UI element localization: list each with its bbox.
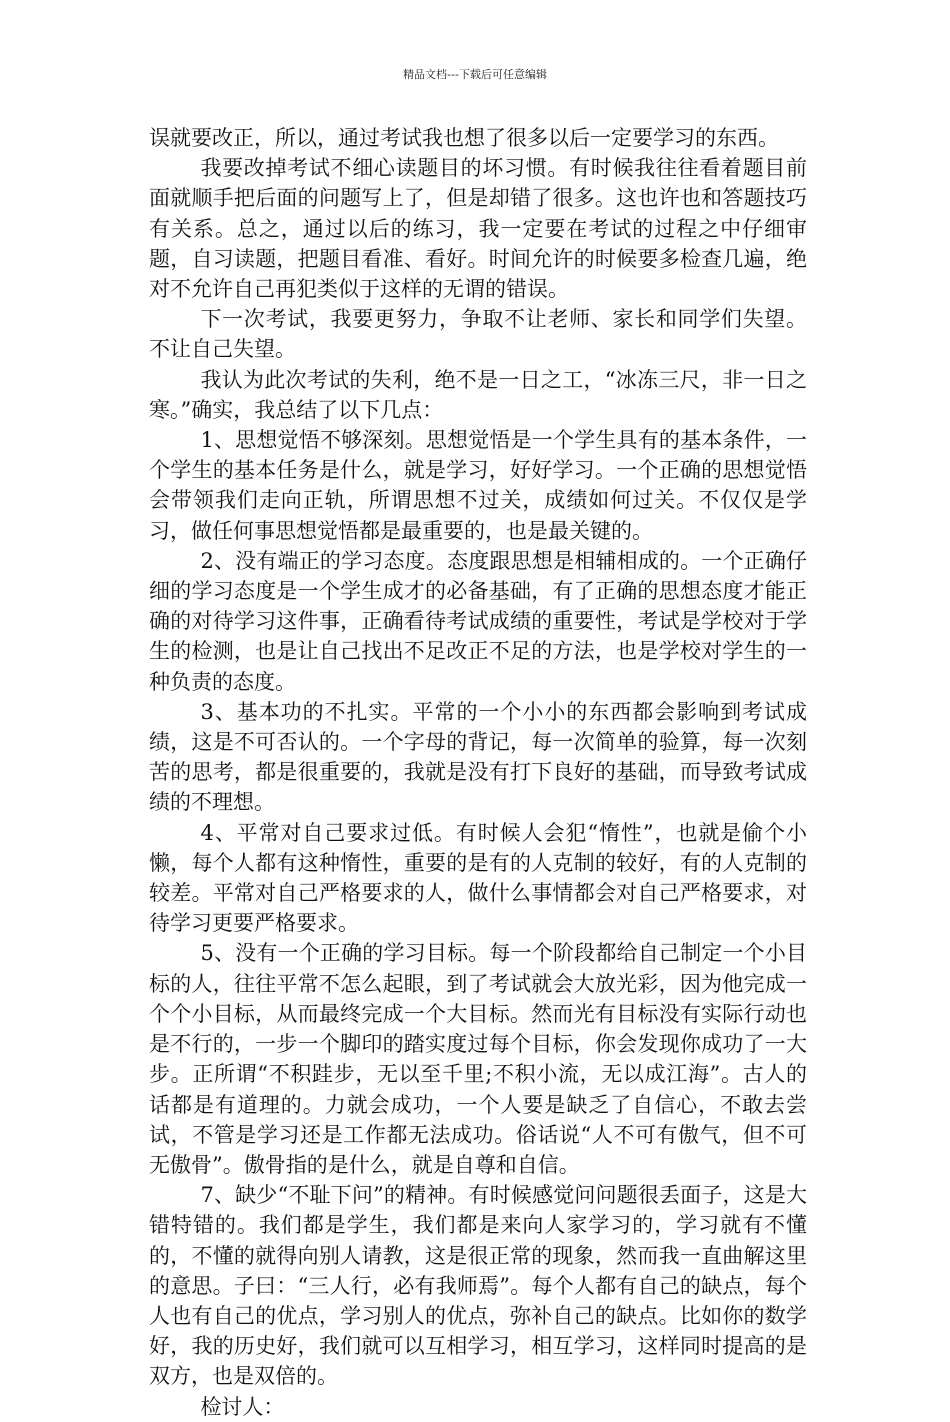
paragraph: 2、没有端正的学习态度。态度跟思想是相辅相成的。一个正确仔细的学习态度是一个学生成才的必备基础，有了正确的思想态度才能正确的对待学习这件事，正确看待考试成绩的重要性，考试是学校对于学生的检测，也是让自己找出不足改正不足的方法，也是学校对学生的一种负责的态度。 [149,548,807,694]
paragraph: 3、基本功的不扎实。平常的一个小小的东西都会影响到考试成绩，这是不可否认的。一个字母的背记，每一次简单的验算，每一次刻苦的思考，都是很重要的，我就是没有打下良好的基础，而导致考试成绩的不理想。 [149,699,807,815]
paragraph: 1、思想觉悟不够深刻。思想觉悟是一个学生具有的基本条件，一个学生的基本任务是什么，就是学习，好好学习。一个正确的思想觉悟会带领我们走向正轨，所谓思想不过关，成绩如何过关。不仅仅是学习，做任何事思想觉悟都是最重要的，也是最关键的。 [149,428,807,543]
paragraph: 误就要改正，所以，通过考试我也想了很多以后一定要学习的东西。 [149,126,779,150]
signature-line: 检讨人： [200,1394,285,1419]
paragraph: 下一次考试，我要更努力，争取不让老师、家长和同学们失望。不让自己失望。 [149,307,807,362]
paragraph: 我要改掉考试不细心读题目的坏习惯。有时候我往往看着题目前面就顺手把后面的问题写上了，但是却错了很多。这也许也和答题技巧有关系。总之，通过以后的练习，我一定要在考试的过程之中仔细审题，自习读题，把题目看准、看好。时间允许的时候要多检查几遍，绝对不允许自己再犯类似于这样的无谓的错误。 [149,156,807,302]
page-header: 精品文档---下载后可任意编辑 [403,68,547,81]
paragraph: 5、没有一个正确的学习目标。每一个阶段都给自己制定一个小目标的人，往往平常不怎么起眼，到了考试就会大放光彩，因为他完成一个个小目标，从而最终完成一个大目标。然而光有目标没有实际行动也是不行的，一步一个脚印的踏实度过每个目标，你会发现你成功了一大步。正所谓“不积跬步，无以至千里;不积小流，无以成江海”。古人的话都是有道理的。力就会成功，一个人要是缺乏了自信心，不敢去尝试，不管是学习还是工作都无法成功。俗话说“人不可有傲气，但不可无傲骨”。傲骨指的是什么，就是自尊和自信。 [149,941,807,1177]
paragraph: 4、平常对自己要求过低。有时候人会犯“惰性”，也就是偷个小懒，每个人都有这种惰性，重要的是有的人克制的较好，有的人克制的较差。平常对自己严格要求的人，做什么事情都会对自己严格要求，对待学习更要严格要求。 [149,820,807,936]
paragraph: 7、缺少“不耻下问”的精神。有时候感觉问问题很丢面子，这是大错特错的。我们都是学生，我们都是来向人家学习的，学习就有不懂的，不懂的就得向别人请教，这是很正常的现象，然而我一直曲解这里的意思。子曰：“三人行，必有我师焉”。每个人都有自己的缺点，每个人也有自己的优点，学习别人的优点，弥补自己的缺点。比如你的数学好，我的历史好，我们就可以互相学习，相互学习，这样同时提高的是双方，也是双倍的。 [149,1183,807,1389]
document-body [149,123,807,1422]
paragraph: 我认为此次考试的失利，绝不是一日之工，“冰冻三尺，非一日之寒。”确实，我总结了以下几点： [149,367,807,422]
